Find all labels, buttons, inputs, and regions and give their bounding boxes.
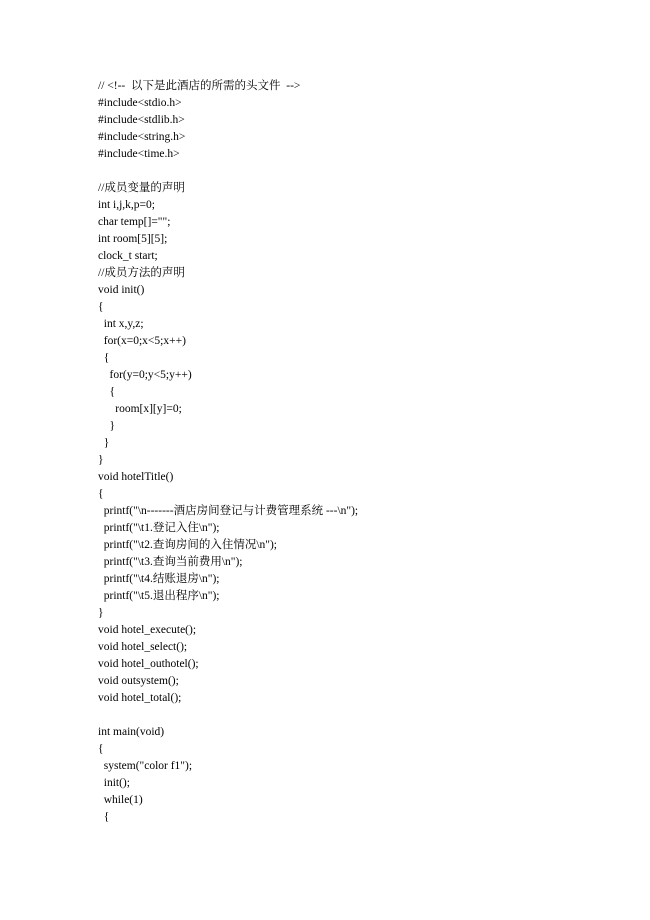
code-line: char temp[]="";	[98, 216, 171, 228]
code-line: room[x][y]=0;	[98, 403, 182, 415]
code-line: printf("\t3.查询当前费用\n");	[98, 556, 243, 568]
code-line: printf("\t5.退出程序\n");	[98, 590, 220, 602]
code-line: int room[5][5];	[98, 233, 168, 245]
code-line: void hotel_total();	[98, 692, 182, 704]
code-line: void hotelTitle()	[98, 471, 174, 483]
code-line: void outsystem();	[98, 675, 179, 687]
code-line: void hotel_outhotel();	[98, 658, 199, 670]
code-line: for(y=0;y<5;y++)	[98, 369, 192, 381]
code-line: printf("\n-------酒店房间登记与计费管理系统 ---\n");	[98, 505, 359, 517]
code-line: for(x=0;x<5;x++)	[98, 335, 186, 347]
code-line: #include<stdlib.h>	[98, 114, 185, 126]
code-line: printf("\t2.查询房间的入住情况\n");	[98, 539, 278, 551]
code-line: clock_t start;	[98, 250, 158, 262]
code-line: //成员变量的声明	[98, 182, 185, 194]
code-line	[98, 707, 618, 724]
code-line: system("color f1");	[98, 760, 193, 772]
code-line: {	[98, 743, 104, 755]
code-line: // <!-- 以下是此酒店的所需的头文件 -->	[98, 80, 301, 92]
code-line: void hotel_execute();	[98, 624, 197, 636]
code-line: }	[98, 607, 104, 619]
code-line: init();	[98, 777, 130, 789]
code-line: #include<stdio.h>	[98, 97, 182, 109]
code-line: //成员方法的声明	[98, 267, 185, 279]
code-line: {	[98, 301, 104, 313]
code-line: {	[98, 811, 110, 823]
code-line: #include<time.h>	[98, 148, 180, 160]
code-line: {	[98, 488, 104, 500]
code-line: #include<string.h>	[98, 131, 186, 143]
code-line: int main(void)	[98, 726, 165, 738]
code-line: printf("\t4.结账退房\n");	[98, 573, 220, 585]
code-line: void init()	[98, 284, 145, 296]
code-line: }	[98, 454, 104, 466]
code-line: int i,j,k,p=0;	[98, 199, 155, 211]
code-line	[98, 163, 618, 180]
code-line: printf("\t1.登记入住\n");	[98, 522, 220, 534]
code-line: int x,y,z;	[98, 318, 144, 330]
code-line: }	[98, 420, 116, 432]
code-line: {	[98, 352, 110, 364]
code-listing	[98, 78, 618, 826]
code-line: }	[98, 437, 110, 449]
code-line: void hotel_select();	[98, 641, 188, 653]
code-line: {	[98, 386, 116, 398]
code-line: while(1)	[98, 794, 143, 806]
